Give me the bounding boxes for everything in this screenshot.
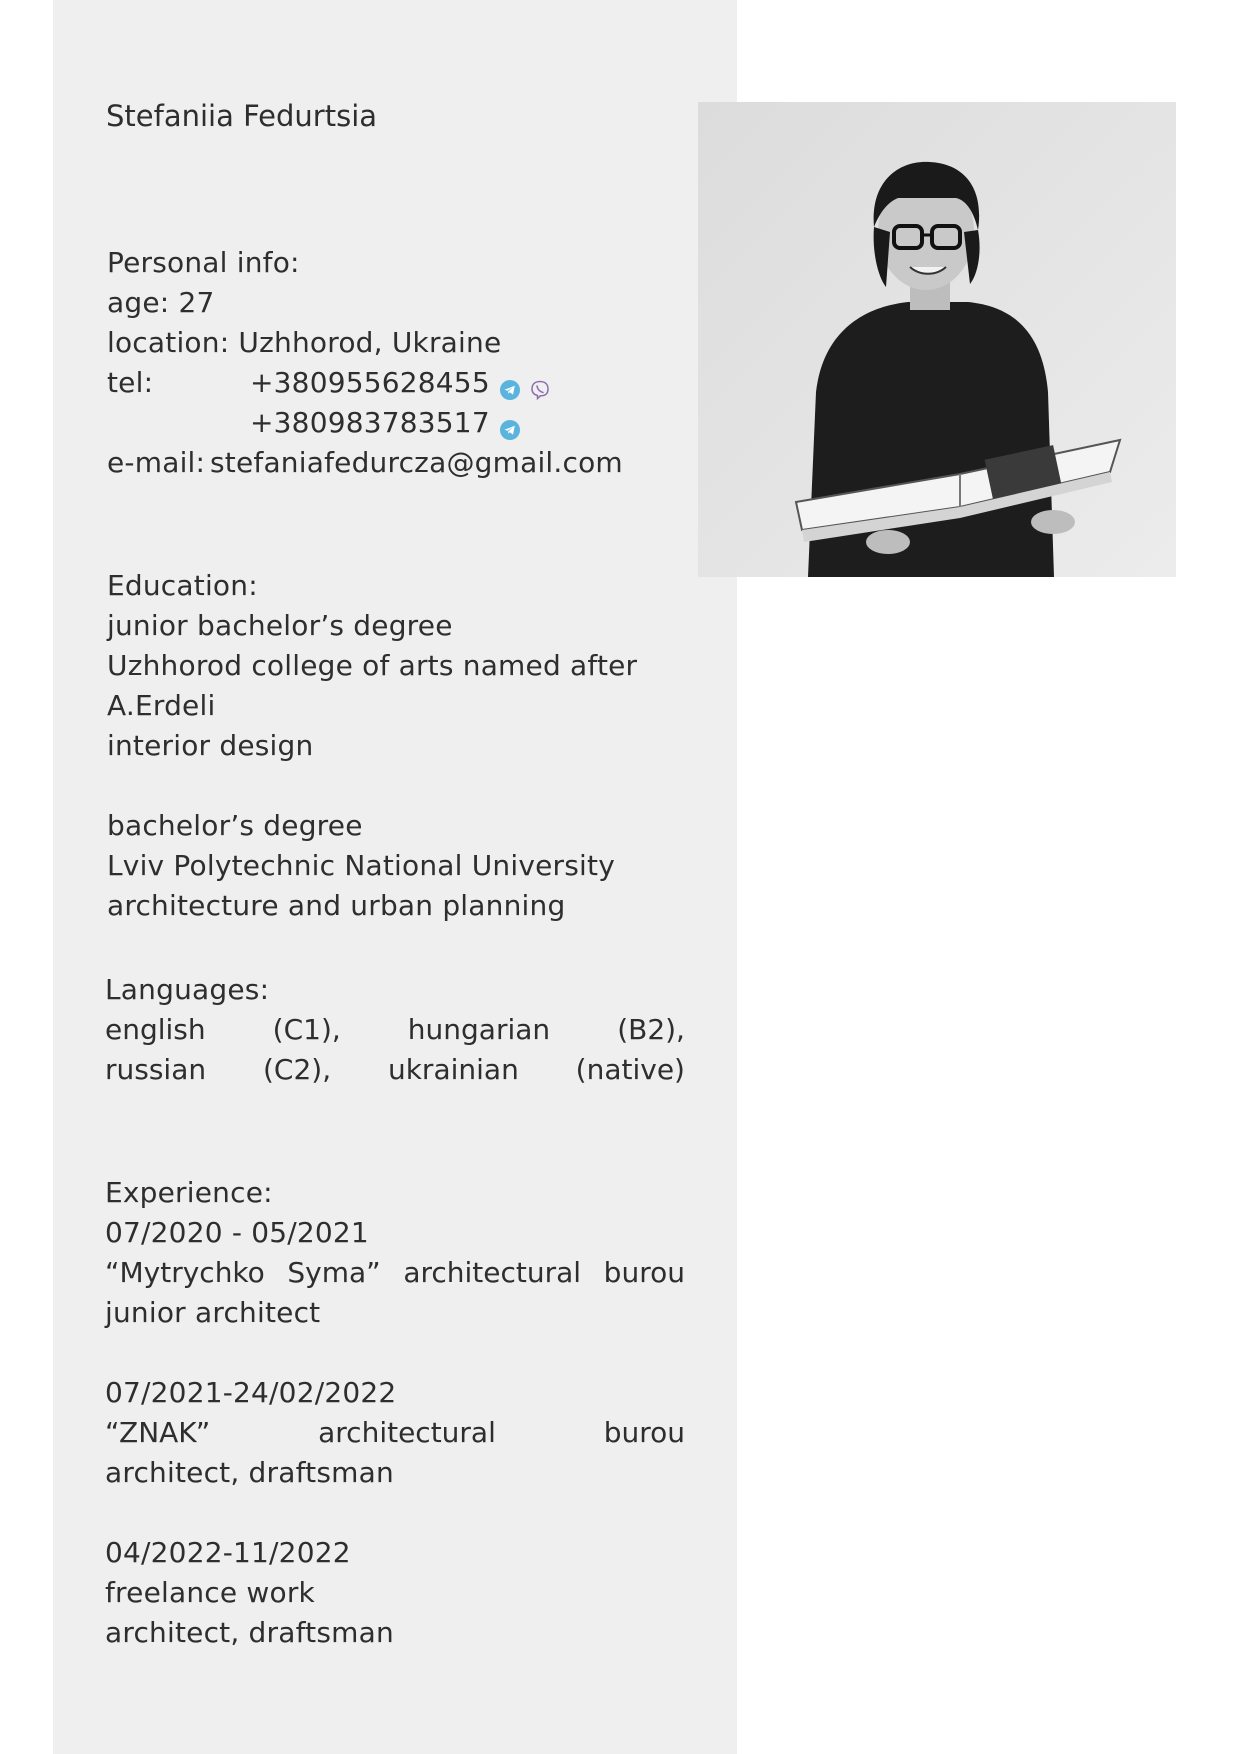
person-name: Stefaniia Fedurtsia (106, 99, 378, 133)
age: age: 27 (107, 286, 215, 319)
education-heading: Education: (107, 569, 258, 602)
job-role: junior architect (105, 1296, 321, 1329)
company-word: burou (603, 1256, 685, 1289)
job-role: architect, draftsman (105, 1456, 394, 1489)
job-company (105, 1253, 685, 1293)
language-word: ukrainian (387, 1053, 519, 1086)
company-word: architectural (318, 1416, 496, 1449)
job-company: freelance work (105, 1576, 315, 1609)
education-line: bachelor’s degree (107, 809, 363, 842)
phone-1[interactable]: +380955628455 (250, 366, 490, 399)
education-line: architecture and urban planning (107, 889, 566, 922)
language-word: (C1), (272, 1013, 341, 1046)
company-word: “ZNAK” (105, 1416, 211, 1449)
job-dates: 07/2021-24/02/2022 (105, 1376, 397, 1409)
education-line: interior design (107, 729, 314, 762)
job-role: architect, draftsman (105, 1616, 394, 1649)
company-word: burou (603, 1416, 685, 1449)
language-word: (B2), (617, 1013, 685, 1046)
languages-heading: Languages: (105, 973, 270, 1006)
language-word: hungarian (407, 1013, 551, 1046)
language-word: (native) (575, 1053, 685, 1086)
job-dates: 07/2020 - 05/2021 (105, 1216, 369, 1249)
phone-2[interactable]: +380983783517 (250, 406, 490, 439)
viber-icon[interactable] (530, 371, 550, 391)
language-word: (C2), (262, 1053, 332, 1086)
phone-2-row (250, 403, 520, 443)
languages-row (105, 1010, 685, 1050)
language-word: russian (105, 1053, 207, 1086)
tel-row (107, 363, 153, 403)
telegram-icon[interactable] (500, 371, 520, 391)
company-word: Syma” (287, 1256, 381, 1289)
education-line: Uzhhorod college of arts named after (107, 649, 638, 682)
education-line: Lviv Polytechnic National University (107, 849, 615, 882)
email-row (107, 443, 205, 483)
job-company (105, 1413, 685, 1453)
education-line: A.Erdeli (107, 689, 216, 722)
job-dates: 04/2022-11/2022 (105, 1536, 351, 1569)
company-word: “Mytrychko (105, 1256, 265, 1289)
tel-label: tel: (107, 366, 154, 399)
personal-heading: Personal info: (107, 246, 300, 279)
languages-row (105, 1050, 685, 1090)
telegram-icon[interactable] (500, 411, 520, 431)
language-word: english (105, 1013, 206, 1046)
company-word: architectural (403, 1256, 582, 1289)
email[interactable]: stefaniafedurcza@gmail.com (210, 446, 623, 479)
profile-photo (698, 102, 1176, 577)
education-line: junior bachelor’s degree (107, 609, 453, 642)
phone-1-row (250, 363, 550, 403)
location: location: Uzhhorod, Ukraine (107, 326, 502, 359)
experience-heading: Experience: (105, 1176, 273, 1209)
email-label: e-mail: (107, 446, 206, 479)
